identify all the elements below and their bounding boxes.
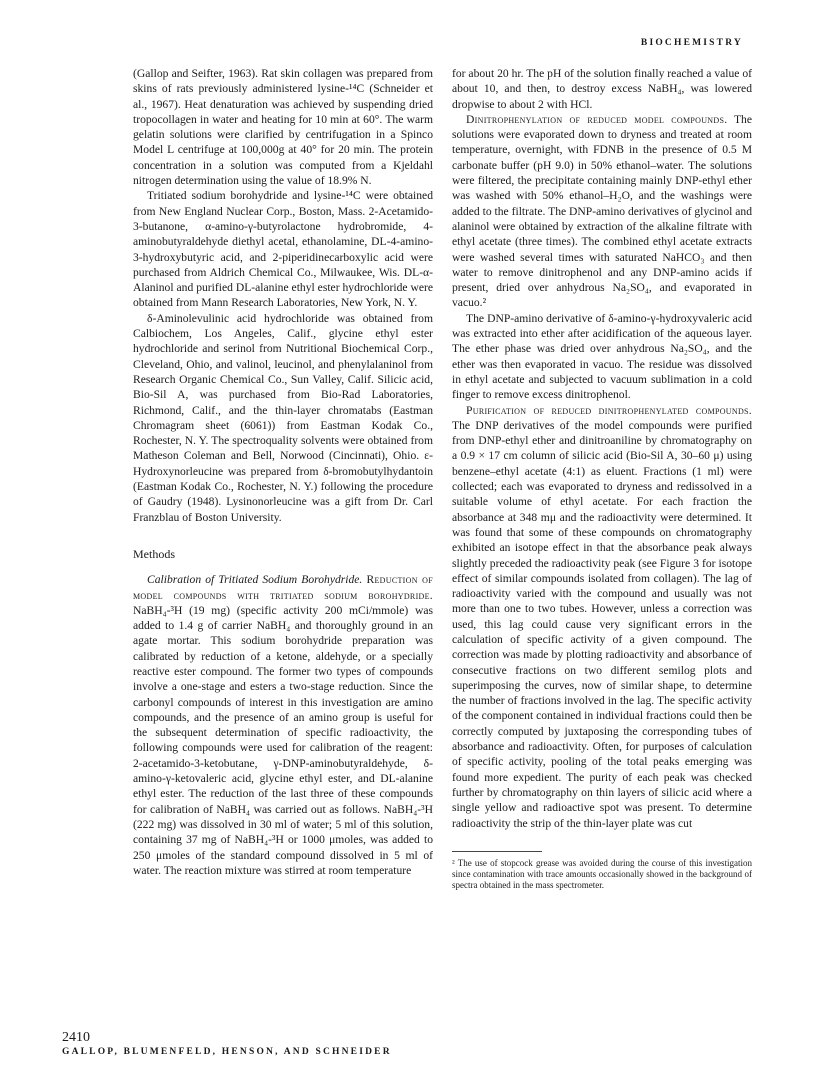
left-column [133,66,433,878]
paragraph-collagen-prep: (Gallop and Seifter, 1963). Rat skin collagen was prepared from skins of rats previously administered lysine-¹⁴C (Schneider et al., 1967). Heat denaturation was achieved by suspending dried tropocollagen in water and heating for 10 min at 60°. The warm gelatin solutions were clarified by centrifugation in a Spinco Model L centrifuge at 100,000g at 40° for 20 min. The protein concentration in a solution was computed from a Kjeldahl nitrogen determination using the value of 18.9% N. [133,67,433,188]
paragraph-dnp-valeric-acid: The DNP-amino derivative of δ-amino-γ-hydroxyvaleric acid was extracted into ether after acidification of the aqueous layer. The ether phase was dried over anhydrous Na₂SO₄, and the ether was then evaporated in vacuo. The residue was dissolved in ethyl acetate and subjected to vacuum sublimation in a cold finger to remove excess dinitrophenol. [452,311,752,402]
author-running-footer: GALLOP, BLUMENFELD, HENSON, AND SCHNEIDER [62,1047,392,1057]
methods-heading: Methods [133,546,175,561]
dinitrophenylation-subheading: Dinitrophenylation of reduced model compounds. [466,112,728,126]
purification-text: The DNP derivatives of the model compounds were purified from DNP-ethyl ether and dinitroaniline by chromatography on a 0.9 × 17 cm column of silicic acid (Bio-Sil A, 30–60 μ) using benzene–ethyl acetate (4:1) as eluent. Fractions (1 ml) were collected; each was evaporated to dryness and redissolved in a suitable volume of ethyl acetate. For each fraction the absorbance at 348 mμ and the radioactivity were determined. It was found that some of these compounds on chromatography exhibited an isotope effect in that the absorbance peak always slightly preceded the radioactivity peak (see Figure 3 for isotope effect of similar compounds isolated from collagen). The lag of radioactivity varied with the compound and usually was not more than one to two tubes. However, unless a correction was used, this lag could cause very significant errors in the calculation of specific activity of a given compound. The correction was made by plotting radioactivity and absorbance of consecutive fractions on two different semilog plots and superimposing the curves, now of similar shape, to determine the number of fractions involved in the lag. The specific activity of the component contained in individual fractions could then be correctly computed by juxtaposing the corresponding tubes of absorbance and radioactivity. Often, for purposes of calculation of specific activity, pooling of the total peaks emerging was found more expedient. The purity of each peak was checked further by chromatography on thin layers of silicic acid where a single yellow and radioactive spot was present. To determine radioactivity the strip of the thin-layer plate was cut [452,418,752,830]
footnote: ² The use of stopcock grease was avoided during the course of this investigation since contamination with trace amounts occasionally showed in the background of spectra obtained in the mass spectrometer. [452,857,752,891]
page-number: 2410 [62,1030,90,1045]
paragraph-dinitrophenylation [452,112,752,311]
paragraph-reaction-continued: for about 20 hr. The pH of the solution finally reached a value of about 10, and then, to destroy excess NaBH₄, was lowered dropwise to about 2 with HCl. [452,67,752,111]
reduction-subheading: Reduction of model compounds with tritiated sodium borohydride. [133,573,433,602]
purification-subheading: Purification of reduced dinitrophenylated compounds. [466,403,752,417]
footnote-divider [452,851,542,852]
paragraph-more-reagents: δ-Aminolevulinic acid hydrochloride was obtained from Calbiochem, Los Angeles, Calif., glycine ethyl ester hydrochloride and serinol from Nutritional Biochemical Corp., Cleveland, Ohio, and valinol, leucinol, and phenylalaninol from Research Organic Chemical Co., Sun Valley, Calif. Silicic acid, Bio-Sil A, was purchased from Bio-Rad Laboratories, Richmond, Calif., and the thin-layer chromatabs (Eastman Chromagram sheet (6061)) from Eastman Kodak Co., Rochester, N. Y. The spectroquality solvents were obtained from Matheson Coleman and Bell, Norwood (Cincinnati), Ohio. ε-Hydroxynorleucine was prepared from δ-bromobutylhydantoin (Eastman Kodak Co., Rochester, N. Y.) following the procedure of Gaudry (1948). Lysinonorleucine was a gift from Dr. Carl Franzblau of Boston University. [133,311,433,524]
right-column [452,66,752,892]
dinitrophenylation-text: The solutions were evaporated down to dryness and treated at room temperature, overnight, with FDNB in the presence of 0.5 M carbonate buffer (pH 9.0) in 50% ethanol–water. The solutions were filtered, the precipitate containing mainly DNP-ethyl ether was washed with 50% ethanol–H₂O, and the washings were added to the filtrate. The DNP-amino derivatives of glycinol and alaninol were obtained by extraction of the alkaline filtrate with ethyl acetate (three times). The combined ethyl acetate extracts were washed several times with saturated NaHCO₃ and then water to remove dinitrophenol and any DNP-amino acids if present, dried over anhydrous Na₂SO₄, and evaporated in vacuo.² [452,112,752,310]
calibration-text: NaBH₄-³H (19 mg) (specific activity 200 mCi/mmole) was added to 1.4 g of carrier NaBH₄ and thoroughly ground in an agate mortar. This sodium borohydride preparation was calibrated by reduction of a ketone, aldehyde, or a specially reactive ester compound. The former two types of compounds involve a one-stage and esters a two-stage reduction. Since the carbonyl compounds of interest in this investigation are amino compounds, and the presence of an amino group is useful for the subsequent determination of specific radioactivity, the following compounds were used for calibration of the reagent: 2-acetamido-3-ketobutane, γ-DNP-aminobutyraldehyde, δ-amino-γ-ketovaleric acid, glycine ethyl ester, and DL-alanine ethyl ester. The reduction of the last three of these compounds for calibration of NaBH₄ was carried out as follows. NaBH₄-³H (222 mg) was dissolved in 30 ml of water; 5 ml of this solution, containing 37 mg of NaBH₄-³H or 1000 μmoles, was added to 250 μmoles of the standard compound dissolved in 5 ml of water. The reaction mixture was stirred at room temperature [133,603,433,877]
paragraph-reagents-sources: Tritiated sodium borohydride and lysine-¹⁴C were obtained from New England Nuclear Corp., Boston, Mass. 2-Acetamido-3-butanone, α-amino-γ-butyrolactone hydrobromide, 4-aminobutyraldehyde diethyl acetal, ethanolamine, DL-4-amino-3-hydroxybutyric acid, and 2-piperidinecarboxylic acid were purchased from Aldrich Chemical Co., Milwaukee, Wis. DL-α-Alaninol and purified DL-alanine ethyl ester hydrochloride were obtained from Mann Research Laboratories, New York, N. Y. [133,189,433,310]
journal-running-header: BIOCHEMISTRY [640,38,743,48]
paragraph-calibration [133,572,433,878]
paragraph-purification [452,403,752,831]
calibration-title: Calibration of Tritiated Sodium Borohydride. [147,573,363,587]
